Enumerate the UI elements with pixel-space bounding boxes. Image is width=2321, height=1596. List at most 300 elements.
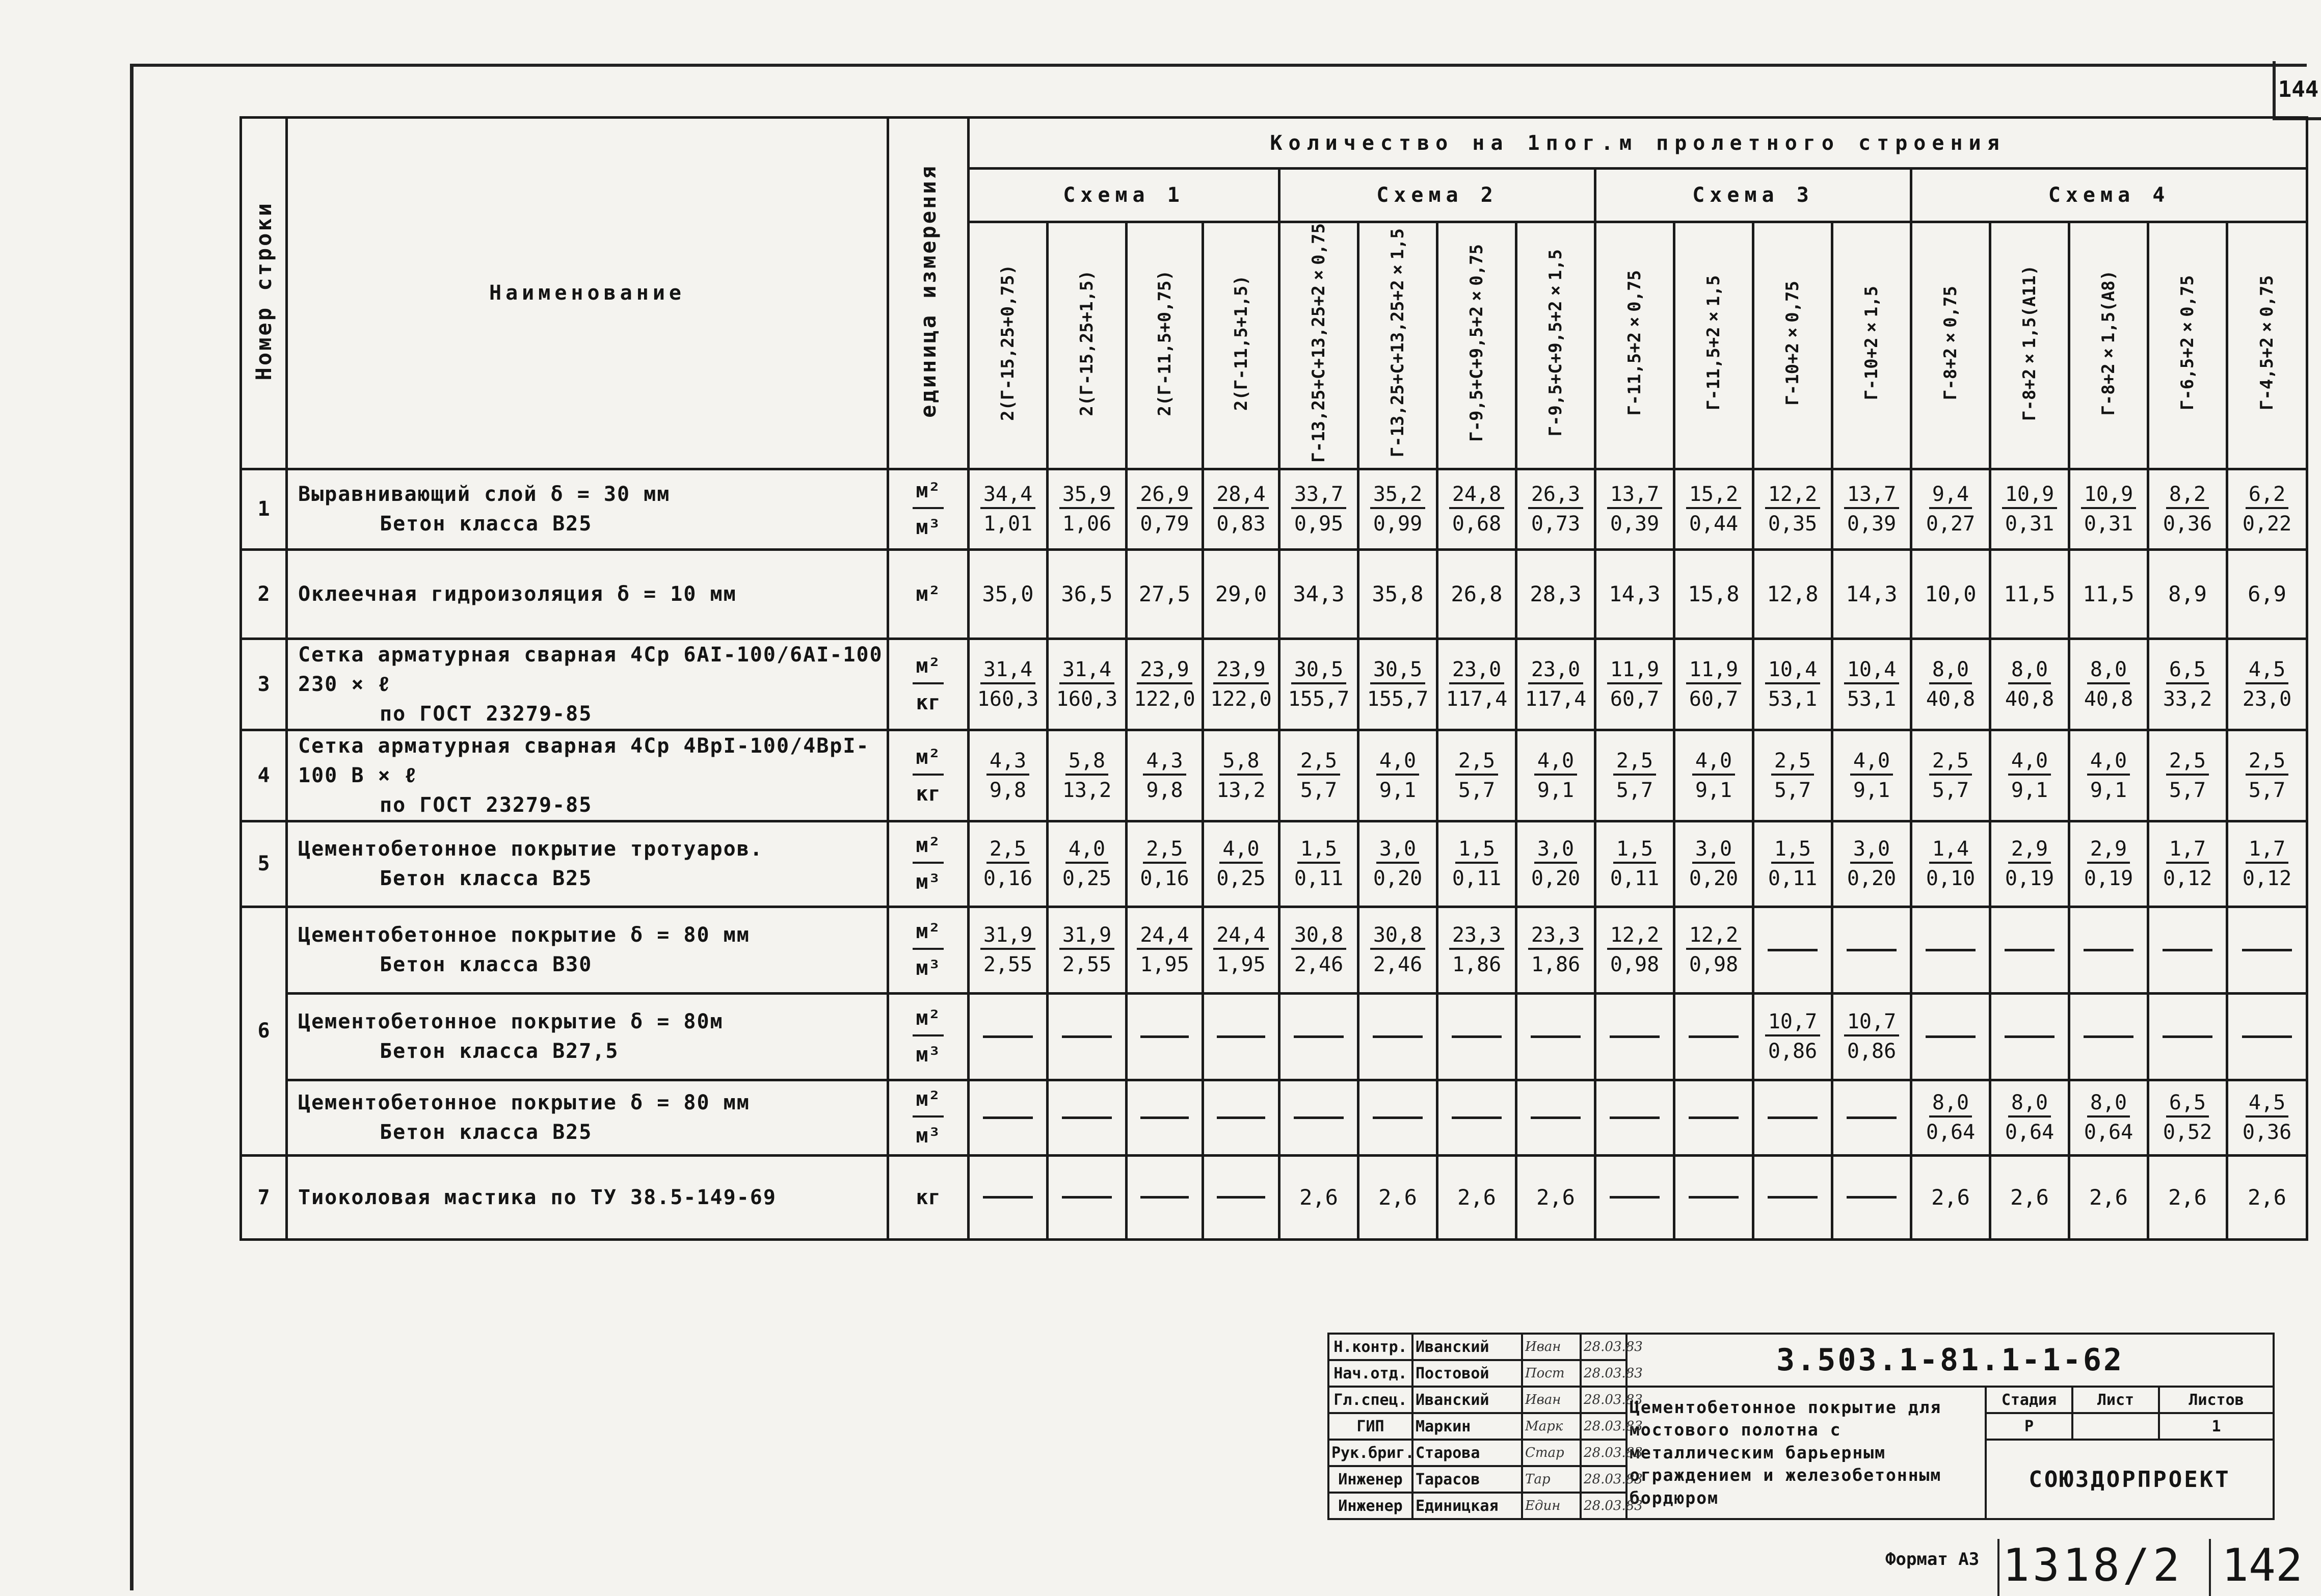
value-top: 33,7 xyxy=(1291,483,1346,509)
value: 35,0 xyxy=(982,581,1034,607)
value-bottom: 0,20 xyxy=(1689,867,1739,891)
value-bottom: 0,19 xyxy=(2084,867,2133,891)
value-cell xyxy=(1279,639,1358,730)
title-block xyxy=(1327,1333,2275,1520)
stamp-name: Постовой xyxy=(1412,1360,1522,1387)
value-cell xyxy=(1753,993,1832,1080)
value-bottom: 0,64 xyxy=(1926,1121,1976,1145)
value-top: 30,8 xyxy=(1291,923,1346,950)
page-number: 142 xyxy=(2222,1539,2303,1591)
value-cell xyxy=(1203,1080,1279,1155)
value-fraction xyxy=(1675,483,1752,536)
column-header-label: Г-10+2×0,75 xyxy=(1782,280,1803,406)
value-bottom: 33,2 xyxy=(2163,687,2212,711)
value-bottom: 2,46 xyxy=(1294,953,1344,977)
value-cell xyxy=(1203,993,1279,1080)
value-top: 23,0 xyxy=(1528,658,1583,684)
value-fraction xyxy=(1359,923,1436,976)
unit-top: м² xyxy=(913,830,943,864)
dash-mark xyxy=(2242,1035,2292,1038)
unit-cell xyxy=(888,1155,969,1239)
value-top: 15,2 xyxy=(1686,483,1741,509)
value-cell xyxy=(1832,469,1911,549)
value-cell xyxy=(2227,993,2307,1080)
value-cell xyxy=(2148,639,2227,730)
value-bottom: 0,64 xyxy=(2005,1121,2055,1145)
drawing-code: 3.503.1-81.1-1-62 xyxy=(1626,1334,2274,1387)
value-fraction xyxy=(1675,837,1752,890)
value-bottom: 2,55 xyxy=(983,953,1033,977)
value-bottom: 0,36 xyxy=(2242,1121,2292,1145)
value-top: 24,4 xyxy=(1137,923,1192,950)
value-top: 31,9 xyxy=(1059,923,1114,950)
value-cell xyxy=(1127,1155,1203,1239)
schema-header: Схема 1 xyxy=(969,169,1279,222)
unit-fraction xyxy=(889,651,967,718)
item-name xyxy=(287,639,888,730)
value-top: 5,8 xyxy=(1219,749,1262,776)
value-cell xyxy=(1595,549,1674,639)
value-cell xyxy=(1516,639,1595,730)
value-fraction xyxy=(2149,837,2226,890)
value: 28,3 xyxy=(1530,581,1582,607)
value-bottom: 0,95 xyxy=(1294,512,1344,536)
value-top: 23,9 xyxy=(1213,658,1268,684)
value-fraction xyxy=(1204,749,1278,802)
value-fraction xyxy=(1912,1091,1989,1144)
value-top: 10,7 xyxy=(1765,1010,1820,1036)
value-top: 24,4 xyxy=(1213,923,1268,950)
value-cell xyxy=(1279,549,1358,639)
value-fraction xyxy=(2149,749,2226,802)
item-name xyxy=(287,469,888,549)
value-cell xyxy=(1358,469,1437,549)
value-bottom: 0,19 xyxy=(2005,867,2055,891)
value-bottom: 0,16 xyxy=(983,867,1033,891)
value-cell xyxy=(2148,993,2227,1080)
value-bottom: 0,36 xyxy=(2163,512,2212,536)
stamp-date: 28.03.83 xyxy=(1581,1466,1626,1493)
value-fraction xyxy=(2070,1091,2147,1144)
value-cell xyxy=(1437,907,1516,993)
value-top: 10,7 xyxy=(1844,1010,1899,1036)
item-name-line1: Цементобетонное покрытие δ = 80м xyxy=(298,1010,724,1034)
column-header xyxy=(1437,222,1516,469)
value-fraction xyxy=(2228,749,2306,802)
value-fraction xyxy=(1204,923,1278,976)
stamp-role: Инженер xyxy=(1328,1493,1412,1519)
schema-header: Схема 3 xyxy=(1595,169,1911,222)
value-fraction xyxy=(1754,483,1831,536)
value-cell xyxy=(1911,639,1990,730)
value-bottom: 60,7 xyxy=(1610,687,1660,711)
value-fraction xyxy=(1049,923,1125,976)
value-cell xyxy=(2148,907,2227,993)
dash-mark xyxy=(1689,1196,1739,1199)
column-header xyxy=(1753,222,1832,469)
value-top: 1,5 xyxy=(1455,837,1498,864)
value-cell xyxy=(2069,469,2148,549)
value-fraction xyxy=(1991,837,2068,890)
value-bottom: 13,2 xyxy=(1062,778,1112,802)
value-cell xyxy=(1990,907,2069,993)
value-bottom: 9,1 xyxy=(1379,778,1417,802)
value-cell xyxy=(969,469,1048,549)
item-name-line2: Бетон класса В27,5 xyxy=(380,1040,619,1063)
value: 8,9 xyxy=(2168,581,2207,607)
value-top: 4,0 xyxy=(2087,749,2130,776)
value: 29,0 xyxy=(1215,581,1267,607)
value-top: 9,4 xyxy=(1929,483,1972,509)
value-bottom: 5,7 xyxy=(1458,778,1496,802)
format-label: Формат А3 xyxy=(1885,1549,1980,1570)
value-fraction xyxy=(2070,483,2147,536)
value: 2,6 xyxy=(2248,1185,2286,1210)
column-header xyxy=(1127,222,1203,469)
dash-mark xyxy=(2084,1035,2133,1038)
value-cell xyxy=(1516,1155,1595,1239)
value-top: 2,9 xyxy=(2008,837,2051,864)
value-cell xyxy=(1832,1080,1911,1155)
value-top: 8,0 xyxy=(2008,658,2051,684)
row-number: 7 xyxy=(241,1155,287,1239)
column-header-label: Г-9,5+С+9,5+2×1,5 xyxy=(1545,249,1566,437)
item-name xyxy=(287,821,888,907)
unit-fraction xyxy=(889,742,967,809)
value-cell xyxy=(1437,549,1516,639)
value-fraction xyxy=(1280,749,1357,802)
value-cell xyxy=(1358,993,1437,1080)
value-fraction xyxy=(1833,658,1910,711)
item-name-line1: Оклеечная гидроизоляция δ = 10 мм xyxy=(298,582,737,606)
value-cell xyxy=(1674,907,1753,993)
value-cell xyxy=(2227,1155,2307,1239)
sheets-value: 1 xyxy=(2159,1413,2274,1440)
value-bottom: 0,25 xyxy=(1062,867,1112,891)
value-cell xyxy=(1674,549,1753,639)
value-fraction xyxy=(2228,483,2306,536)
item-name-line1: Цементобетонное покрытие δ = 80 мм xyxy=(298,923,750,947)
value-cell xyxy=(1595,1155,1674,1239)
value-cell xyxy=(1674,1155,1753,1239)
dash-mark xyxy=(1610,1196,1660,1199)
value-cell xyxy=(1911,993,1990,1080)
column-header xyxy=(1516,222,1595,469)
unit-cell xyxy=(888,821,969,907)
column-header xyxy=(2148,222,2227,469)
value-top: 8,0 xyxy=(1929,1091,1972,1118)
value-fraction xyxy=(1833,837,1910,890)
value-top: 4,0 xyxy=(2008,749,2051,776)
value-bottom: 9,1 xyxy=(2090,778,2127,802)
value-cell xyxy=(1753,821,1832,907)
value-cell xyxy=(1990,1080,2069,1155)
value-cell xyxy=(1127,907,1203,993)
value-fraction xyxy=(1517,923,1594,976)
value-cell xyxy=(1516,907,1595,993)
stamp-date: 28.03.83 xyxy=(1581,1387,1626,1413)
value-fraction xyxy=(1912,837,1989,890)
row-number: 1 xyxy=(241,469,287,549)
value-fraction xyxy=(1280,837,1357,890)
value-fraction xyxy=(1596,749,1673,802)
column-header xyxy=(1203,222,1279,469)
dash-mark xyxy=(2005,949,2055,951)
column-header-label: Г-4,5+2×0,75 xyxy=(2257,275,2278,411)
value: 2,6 xyxy=(1457,1185,1496,1210)
value-bottom: 117,4 xyxy=(1446,687,1508,711)
value-bottom: 5,7 xyxy=(1932,778,1969,802)
value-fraction xyxy=(1675,923,1752,976)
value-top: 1,5 xyxy=(1613,837,1656,864)
value-cell xyxy=(1595,993,1674,1080)
value-fraction xyxy=(1596,923,1673,976)
value-cell xyxy=(1674,730,1753,821)
dash-mark xyxy=(1531,1035,1581,1038)
value: 35,8 xyxy=(1372,581,1424,607)
value-cell xyxy=(2148,469,2227,549)
value-top: 1,5 xyxy=(1297,837,1340,864)
value-cell xyxy=(2227,1080,2307,1155)
value-bottom: 1,86 xyxy=(1531,953,1581,977)
unit-cell xyxy=(888,1080,969,1155)
value: 2,6 xyxy=(1299,1185,1338,1210)
value-top: 30,5 xyxy=(1370,658,1425,684)
value-cell xyxy=(1437,639,1516,730)
corner-mark: 144 xyxy=(2273,61,2321,120)
value-bottom: 0,20 xyxy=(1373,867,1423,891)
value-fraction xyxy=(1049,658,1125,711)
row-number: 6 xyxy=(241,907,287,1155)
value-cell xyxy=(1516,469,1595,549)
value-cell xyxy=(1203,469,1279,549)
stamp-signature: Иван xyxy=(1522,1334,1581,1360)
value-bottom: 0,20 xyxy=(1531,867,1581,891)
value-fraction xyxy=(2149,483,2226,536)
value-cell xyxy=(1048,993,1127,1080)
value-top: 10,4 xyxy=(1844,658,1899,684)
value-bottom: 0,12 xyxy=(2163,867,2212,891)
column-header-label: Г-9,5+С+9,5+2×0,75 xyxy=(1466,244,1487,442)
value-top: 26,3 xyxy=(1528,483,1583,509)
dash-mark xyxy=(1689,1116,1739,1119)
value-cell xyxy=(1127,730,1203,821)
value-cell xyxy=(1990,549,2069,639)
stamp-signature: Един xyxy=(1522,1493,1581,1519)
dash-mark xyxy=(1062,1035,1112,1038)
dash-mark xyxy=(1610,1116,1660,1119)
value-cell xyxy=(1674,993,1753,1080)
value-top: 4,3 xyxy=(1143,749,1186,776)
unit-top: м² xyxy=(913,742,943,776)
value-fraction xyxy=(1754,837,1831,890)
table-row xyxy=(241,993,2307,1080)
dash-mark xyxy=(1373,1035,1423,1038)
column-header-label: Г-8+2×1,5(А11) xyxy=(2019,264,2040,421)
value: 10,0 xyxy=(1925,581,1977,607)
value-bottom: 155,7 xyxy=(1288,687,1350,711)
stamp-role: Рук.бриг. xyxy=(1328,1440,1412,1466)
value-bottom: 122,0 xyxy=(1134,687,1195,711)
dash-mark xyxy=(1140,1196,1188,1199)
value-cell xyxy=(1048,907,1127,993)
sheets-label: Листов xyxy=(2159,1387,2274,1413)
column-header-label: 2(Г-11,5+1,5) xyxy=(1231,275,1251,411)
dash-mark xyxy=(1062,1196,1112,1199)
value-cell xyxy=(1595,821,1674,907)
value-top: 2,5 xyxy=(2166,749,2209,776)
value-cell xyxy=(2148,1080,2227,1155)
value-top: 24,8 xyxy=(1449,483,1504,509)
value: 15,8 xyxy=(1688,581,1740,607)
value-bottom: 23,0 xyxy=(2242,687,2292,711)
value-cell xyxy=(1832,907,1911,993)
value-bottom: 0,73 xyxy=(1531,512,1581,536)
column-header xyxy=(1048,222,1127,469)
unit-top: м² xyxy=(913,1003,943,1036)
value-bottom: 0,10 xyxy=(1926,867,1976,891)
value-cell xyxy=(2227,639,2307,730)
value-top: 23,9 xyxy=(1137,658,1192,684)
table-row xyxy=(241,549,2307,639)
value-cell xyxy=(2227,907,2307,993)
value-fraction xyxy=(1359,658,1436,711)
value-bottom: 40,8 xyxy=(2084,687,2133,711)
value-cell xyxy=(1911,1080,1990,1155)
value-top: 3,0 xyxy=(1534,837,1577,864)
value-fraction xyxy=(1991,1091,2068,1144)
stage-value: Р xyxy=(1986,1413,2072,1440)
item-name-line2: Бетон класса В25 xyxy=(380,867,593,891)
value-bottom: 1,95 xyxy=(1140,953,1189,977)
column-header xyxy=(1674,222,1753,469)
value-fraction xyxy=(1754,658,1831,711)
value-bottom: 2,55 xyxy=(1062,953,1112,977)
stamp-name: Маркин xyxy=(1412,1413,1522,1440)
value-top: 2,5 xyxy=(1143,837,1186,864)
value-top: 23,0 xyxy=(1449,658,1504,684)
value-bottom: 155,7 xyxy=(1367,687,1429,711)
value-cell xyxy=(969,907,1048,993)
dash-mark xyxy=(1294,1035,1344,1038)
value-bottom: 5,7 xyxy=(1616,778,1653,802)
value-bottom: 0,11 xyxy=(1768,867,1818,891)
row-number-header: Номер строки xyxy=(241,118,287,469)
value-fraction xyxy=(1754,749,1831,802)
value-fraction xyxy=(2149,658,2226,711)
value-fraction xyxy=(970,749,1046,802)
value-bottom: 2,46 xyxy=(1373,953,1423,977)
value-fraction xyxy=(970,483,1046,536)
value-top: 5,8 xyxy=(1065,749,1108,776)
value-cell xyxy=(1358,730,1437,821)
value-fraction xyxy=(1049,749,1125,802)
item-name-line1: Выравнивающий слой δ = 30 мм xyxy=(298,483,671,507)
column-header-label: 2(Г-15,25+1,5) xyxy=(1077,270,1097,416)
value-bottom: 0,25 xyxy=(1216,867,1266,891)
value-top: 2,5 xyxy=(1455,749,1498,776)
value-cell xyxy=(1048,730,1127,821)
value-cell xyxy=(1437,1155,1516,1239)
value-bottom: 160,3 xyxy=(1056,687,1118,711)
stage-label: Стадия xyxy=(1986,1387,2072,1413)
value-bottom: 160,3 xyxy=(977,687,1039,711)
value-bottom: 0,11 xyxy=(1452,867,1502,891)
item-name xyxy=(287,1080,888,1155)
value-cell xyxy=(2227,469,2307,549)
drawing-description: Цементобетонное покрытие для мостового полотна с металлическим барьерным ограждением и железобетонным бордюром xyxy=(1626,1387,1986,1519)
value-bottom: 0,83 xyxy=(1216,512,1266,536)
value-bottom: 5,7 xyxy=(2248,778,2286,802)
value-cell xyxy=(1832,730,1911,821)
dash-mark xyxy=(2005,1035,2055,1038)
unit: кг xyxy=(916,1185,941,1209)
value-cell xyxy=(1358,1155,1437,1239)
value-cell xyxy=(2069,639,2148,730)
value-cell xyxy=(1674,469,1753,549)
item-name-line1: Цементобетонное покрытие δ = 80 мм xyxy=(298,1091,750,1115)
value-top: 3,0 xyxy=(1850,837,1893,864)
value-cell xyxy=(1753,730,1832,821)
value-cell xyxy=(1911,549,1990,639)
value-cell xyxy=(1516,730,1595,821)
column-header xyxy=(1990,222,2069,469)
value-top: 4,0 xyxy=(1065,837,1108,864)
value-fraction xyxy=(1912,483,1989,536)
value-fraction xyxy=(1204,483,1278,536)
item-name xyxy=(287,993,888,1080)
value-bottom: 1,06 xyxy=(1062,512,1112,536)
value-cell xyxy=(1203,730,1279,821)
dash-mark xyxy=(1452,1116,1502,1119)
value-cell xyxy=(1437,1080,1516,1155)
sheet-value xyxy=(2072,1413,2159,1440)
value-fraction xyxy=(1833,749,1910,802)
dash-mark xyxy=(2084,949,2133,951)
value-top: 4,5 xyxy=(2246,658,2288,684)
value-cell xyxy=(1279,907,1358,993)
unit-cell xyxy=(888,730,969,821)
column-header-label: 2(Г-11,5+0,75) xyxy=(1154,270,1175,416)
value-top: 2,5 xyxy=(1297,749,1340,776)
item-name-line1: Тиоколовая мастика по ТУ 38.5-149-69 xyxy=(298,1185,777,1209)
value-cell xyxy=(1990,1155,2069,1239)
value-bottom: 0,52 xyxy=(2163,1121,2212,1145)
dash-mark xyxy=(1610,1035,1660,1038)
value-cell xyxy=(1048,549,1127,639)
stamp-name: Тарасов xyxy=(1412,1466,1522,1493)
value-cell xyxy=(1674,1080,1753,1155)
table-row xyxy=(241,730,2307,821)
value-bottom: 0,99 xyxy=(1373,512,1423,536)
stamp-signature: Марк xyxy=(1522,1413,1581,1440)
value-bottom: 0,12 xyxy=(2242,867,2292,891)
stamp-signature: Стар xyxy=(1522,1440,1581,1466)
value-fraction xyxy=(2228,658,2306,711)
value-bottom: 0,11 xyxy=(1294,867,1344,891)
value-cell xyxy=(1832,639,1911,730)
stamp-signature: Тар xyxy=(1522,1466,1581,1493)
value-fraction xyxy=(2228,1091,2306,1144)
value-top: 13,7 xyxy=(1607,483,1662,509)
unit-fraction xyxy=(889,1084,967,1151)
value-cell xyxy=(1595,730,1674,821)
unit-fraction xyxy=(889,830,967,897)
value-cell xyxy=(969,549,1048,639)
stamp-signature: Пост xyxy=(1522,1360,1581,1387)
value-top: 34,4 xyxy=(980,483,1035,509)
value-top: 23,3 xyxy=(1528,923,1583,950)
